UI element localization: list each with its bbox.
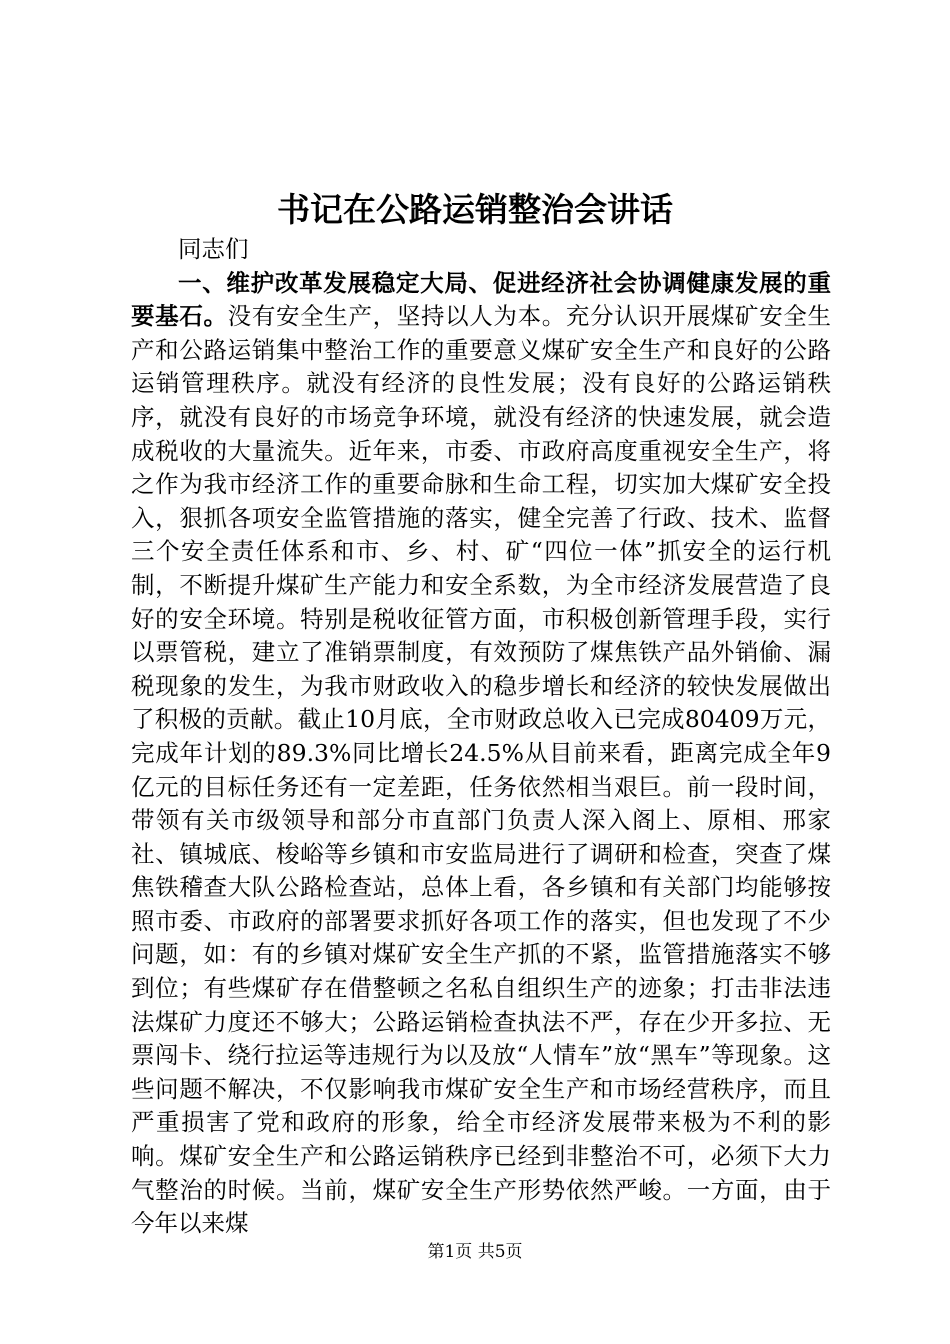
paragraph-text: 没有安全生产，坚持以人为本。充分认识开展煤矿安全生产和公路运销集中整治工作的重要意义煤矿安全生产和良好的公路运销管理秩序。就没有经济的良性发展；没有良好的公路运销秩序，就没有良好的市场竞争环境，就没有经济的快速发展，就会造成税收的大量流失。近年来，市委、市政府高度重视安全生产，将之作为我市经济工作的重要命脉和生命工程，切实加大煤矿安全投入，狠抓各项安全监管措施的落实，健全完善了行政、技术、监督三个安全责任体系和市、乡、村、矿“四位一体”抓安全的运行机制，不断提升煤矿生产能力和安全系数，为全市经济发展营造了良好的安全环境。特别是税收征管方面，市积极创新管理手段，实行以票管税，建立了准销票制度，有效预防了煤焦铁产品外销偷、漏税现象的发生，为我市财政收入的稳步增长和经济的较快发展做出了积极的贡献。截止10月底，全市财政总收入已完成80409万元，完成年计划的89.3%同比增长24.5%从目前来看，距离完成全年9亿元的目标任务还有一定差距，任务依然相当艰巨。前一段时间，带领有关市级领导和部分市直部门负责人深入阁上、原相、邢家社、镇城底、梭峪等乡镇和市安监局进行了调研和检查，突查了煤焦铁稽查大队公路检查站，总体上看，各乡镇和有关部门均能够按照市委、市政府的部署要求抓好各项工作的落实，但也发现了不少问题，如：有的乡镇对煤矿安全生产抓的不紧，监管措施落实不够到位；有些煤矿存在借整顿之名私自组织生产的迹象；打击非法违法煤矿力度还不够大；公路运销检查执法不严，存在少开多拉、无票闯卡、绕行拉运等违规行为以及放“人情车”放“黑车”等现象。这些问题不解决，不仅影响我市煤矿安全生产和市场经营秩序，而且严重损害了党和政府的形象，给全市经济发展带来极为不利的影响。煤矿安全生产和公路运销秩序已经到非整治不可，必须下大力气整治的时候。当前，煤矿安全生产形势依然严峻。一方面，由于今年以来煤 [131, 302, 832, 1238]
page-footer: 第1页 共5页 [427, 1242, 523, 1262]
document-title: 书记在公路运销整治会讲话 [277, 190, 673, 229]
salutation: 同志们 [178, 235, 249, 263]
document-body [131, 233, 831, 1241]
body-paragraph [131, 267, 831, 1241]
section-heading: 一、维护改革发展稳定大局、促进经济社会协调健康发展的重要基石。 [131, 268, 831, 331]
